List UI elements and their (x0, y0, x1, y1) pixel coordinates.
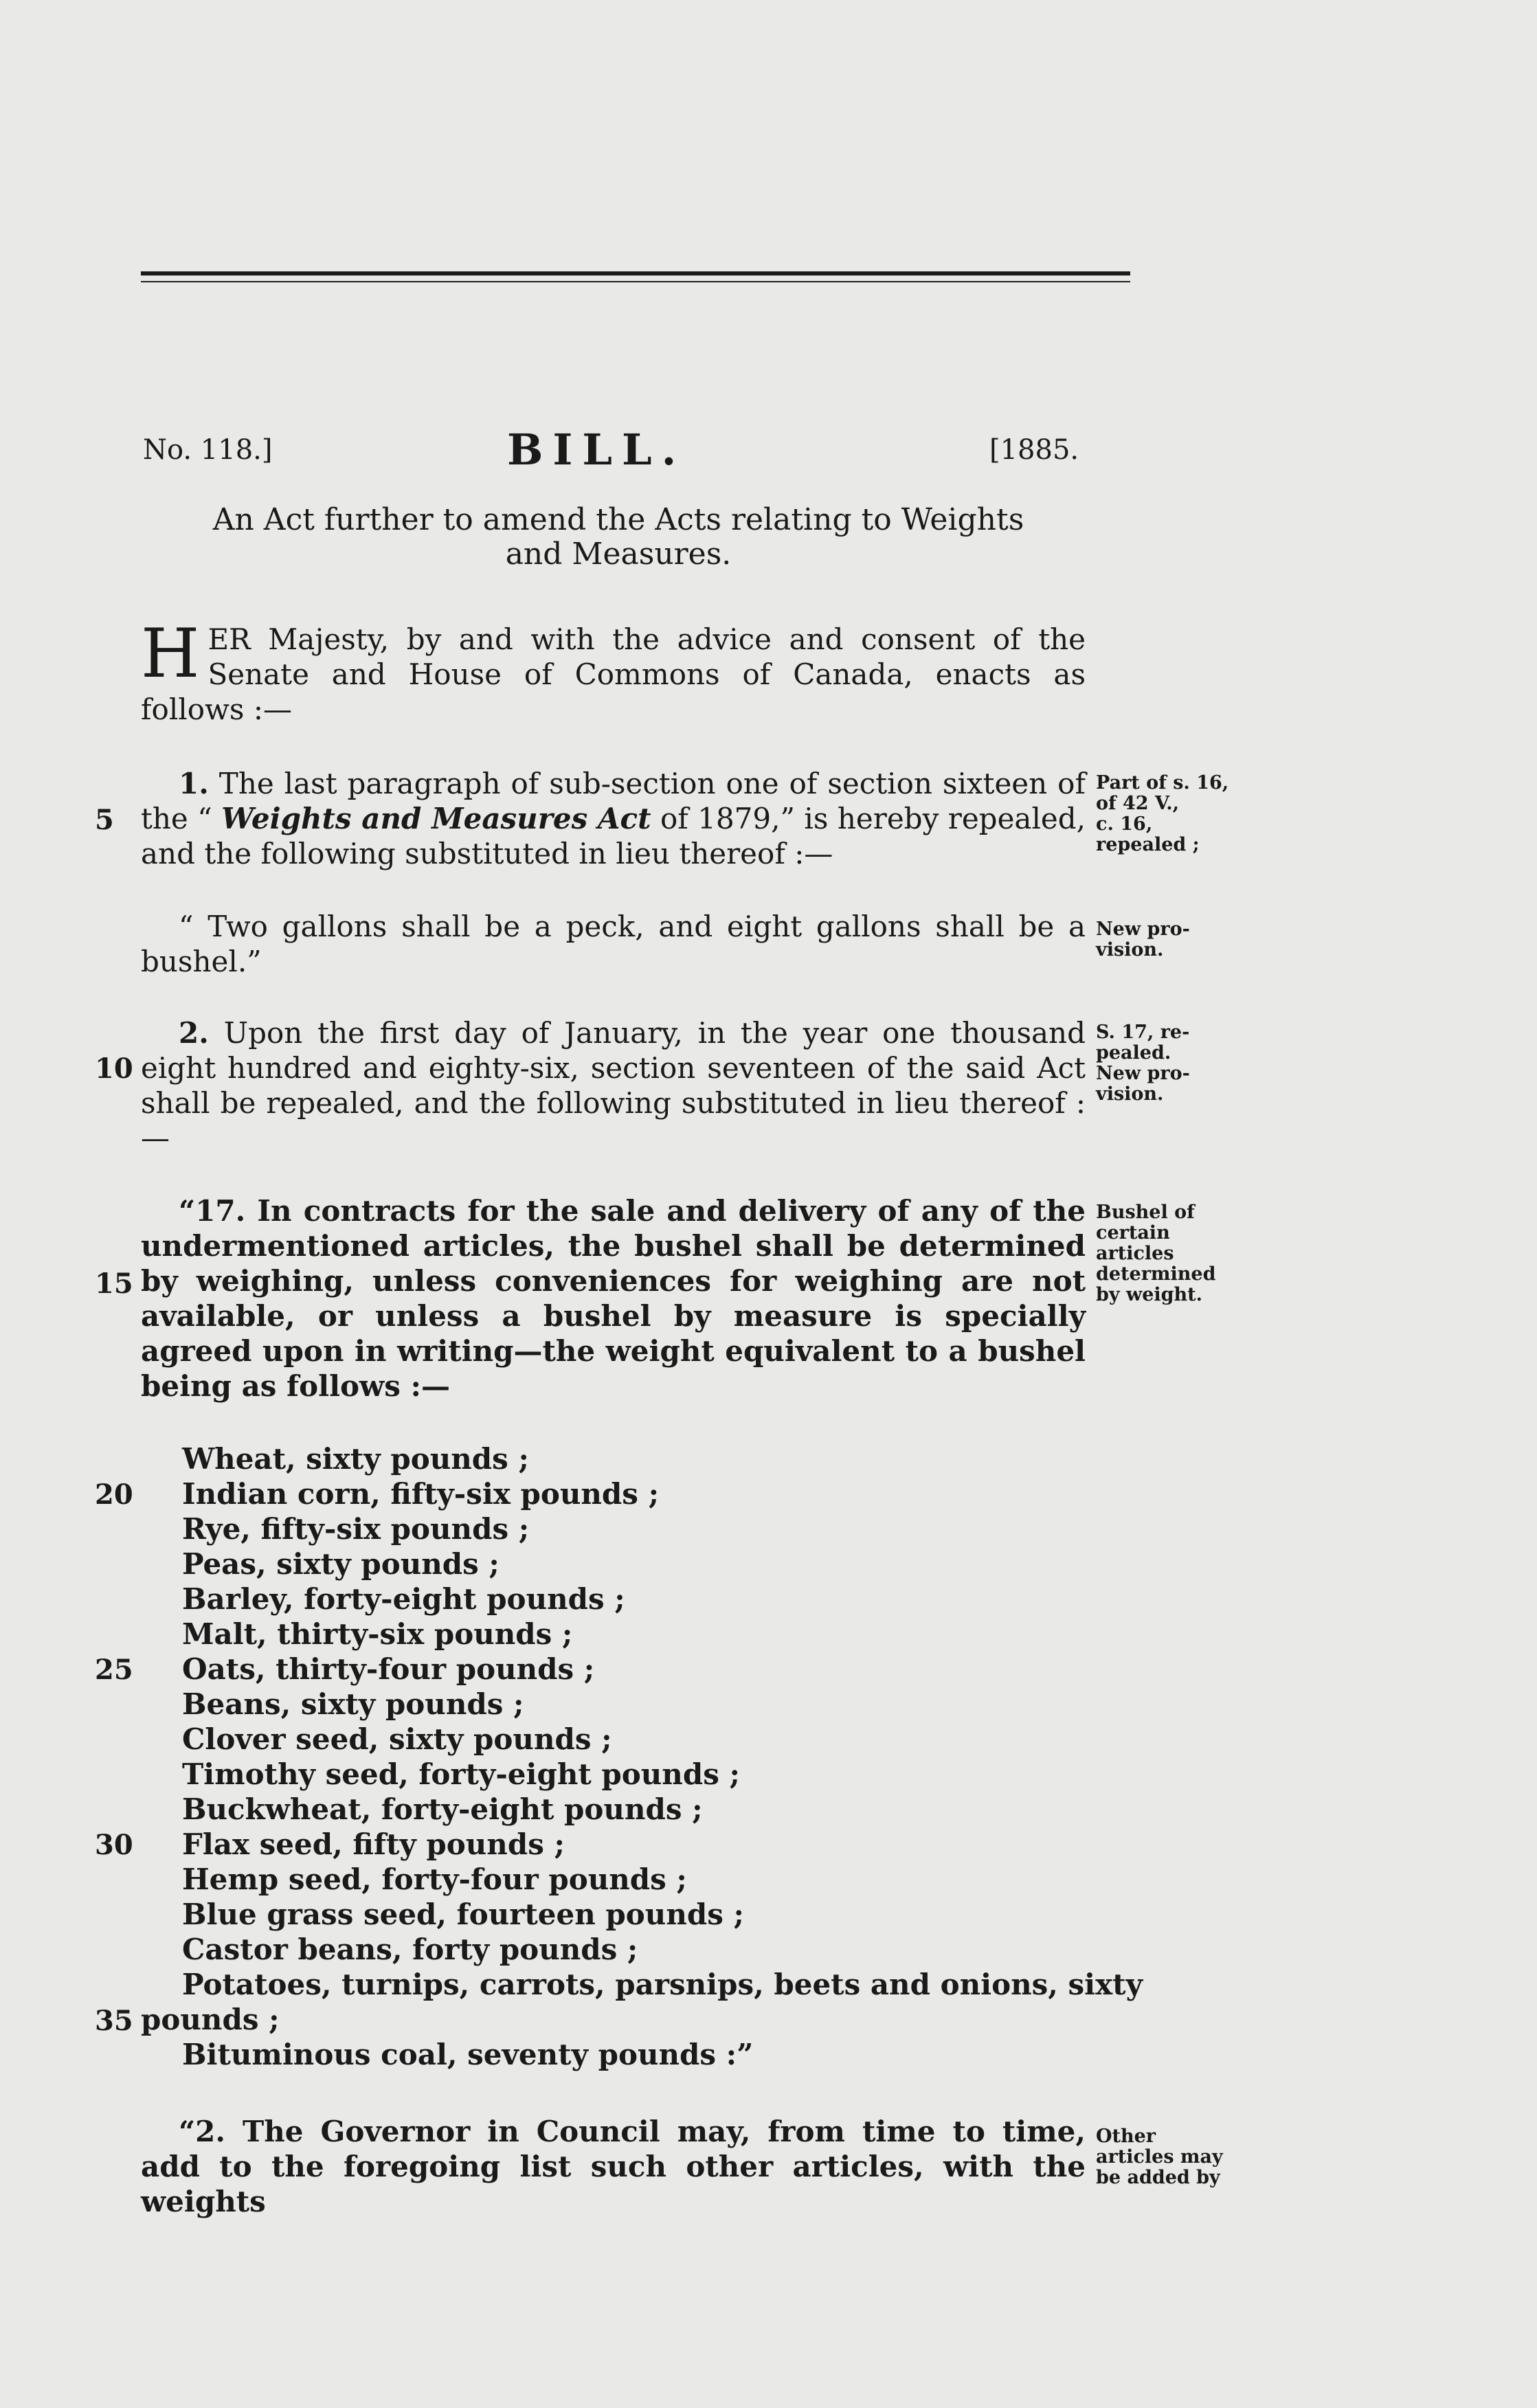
header-rule-thin (141, 281, 1130, 282)
margin-note-line: articles may (1096, 2146, 1223, 2168)
list-item: Indian corn, fifty-six pounds ; (182, 1477, 660, 1511)
margin-note-line: determined (1096, 1263, 1216, 1285)
list-item: Rye, fifty-six pounds ; (182, 1512, 530, 1546)
margin-note-line: Bushel of (1096, 1202, 1195, 1223)
list-item: Barley, forty-eight pounds ; (182, 1582, 625, 1616)
section-1-act-name: Weights and Measures Act (221, 802, 651, 835)
margin-note-s17-repealed (1096, 1022, 1254, 1105)
list-item: Flax seed, fifty pounds ; (182, 1827, 565, 1861)
preamble-text: ER Majesty, by and with the advice and consent of the Senate and House of Commons of Canada, enacts as follows :— (141, 622, 1086, 726)
line-number: 30 (95, 1829, 133, 1861)
list-item: Blue grass seed, fourteen pounds ; (182, 1898, 744, 1931)
margin-note-line: repealed ; (1096, 834, 1200, 855)
section-1 (141, 766, 1086, 871)
line-number: 20 (95, 1478, 133, 1511)
bill-year: [1885. (989, 434, 1079, 466)
section-2-governor (141, 2114, 1086, 2219)
weights-list (141, 1441, 1143, 2072)
line-number: 15 (95, 1268, 133, 1300)
line-number: 25 (95, 1654, 133, 1686)
section-2-number: 2. (179, 1016, 209, 1050)
margin-note-line: Other (1096, 2126, 1156, 2147)
header-rule-thick (141, 271, 1130, 275)
section-1-number: 1. (179, 767, 209, 800)
list-item: Timothy seed, forty-eight pounds ; (182, 1757, 740, 1791)
quote-peck-bushel-text: “ Two gallons shall be a peck, and eight gallons shall be a bushel.” (141, 910, 1086, 978)
section-17 (141, 1193, 1086, 1404)
section-2-governor-number: “2. (179, 2115, 226, 2148)
margin-note-line: pealed. (1096, 1042, 1171, 1064)
bill-number: No. 118.] (143, 434, 273, 466)
list-item: Bituminous coal, seventy pounds :” (182, 2038, 754, 2071)
section-17-number: “17. (179, 1194, 246, 1228)
margin-note-line: New pro- (1096, 1063, 1190, 1084)
act-title (141, 503, 1096, 572)
list-item: Hemp seed, forty-four pounds ; (182, 1863, 687, 1896)
act-title-line-2: and Measures. (505, 537, 732, 572)
line-number: 5 (95, 804, 114, 836)
act-title-line-1: An Act further to amend the Acts relating to Weights (212, 502, 1024, 537)
list-item: Peas, sixty pounds ; (182, 1547, 500, 1581)
section-2-governor-text: The Governor in Council may, from time to time, add to the foregoing list such other articles, with the weights (141, 2115, 1086, 2218)
margin-note-line: be added by (1096, 2167, 1220, 2188)
margin-note-new-provision (1096, 919, 1254, 960)
list-item: Potatoes, turnips, carrots, parsnips, beets and onions, sixty (182, 1968, 1143, 2001)
margin-note-line: by weight. (1096, 1284, 1203, 1305)
list-item: pounds ; (141, 2003, 280, 2036)
section-2-text: Upon the first day of January, in the year one thousand eight hundred and eighty-six, section seventeen of the said Act shall be repealed, and the following substituted in lieu thereof :— (141, 1016, 1086, 1155)
margin-note-line: c. 16, (1096, 813, 1153, 835)
margin-note-line: articles (1096, 1243, 1174, 1264)
bill-heading: BILL. (507, 425, 686, 475)
preamble-dropcap: H (141, 615, 200, 693)
margin-note-line: of 42 V., (1096, 793, 1180, 814)
margin-note-line: Part of s. 16, (1096, 772, 1229, 794)
section-17-text: In contracts for the sale and delivery of any of the undermentioned articles, the bushel shall be determined by weighing, unless conveniences for weighing are not available, or unless a bushel by measure is specially agreed upon in writing—the weight equivalent to a bushel being as follows :— (141, 1194, 1086, 1403)
margin-note-line: New pro- (1096, 919, 1190, 940)
margin-note-other-articles (1096, 2126, 1254, 2188)
line-number: 35 (95, 2005, 133, 2037)
margin-note-bushel-by-weight (1096, 1202, 1254, 1305)
section-1-text-b: of 1879,” is hereby repealed, and the following substituted in lieu thereof :— (141, 802, 1086, 870)
list-item: Malt, thirty-six pounds ; (182, 1617, 573, 1651)
list-item: Buckwheat, forty-eight pounds ; (182, 1792, 703, 1826)
margin-note-line: vision. (1096, 939, 1164, 960)
list-item: Wheat, sixty pounds ; (182, 1442, 529, 1476)
margin-note-part-s16 (1096, 773, 1254, 855)
list-item: Castor beans, forty pounds ; (182, 1933, 638, 1966)
list-item: Beans, sixty pounds ; (182, 1687, 524, 1721)
line-number: 10 (95, 1053, 133, 1085)
margin-note-line: vision. (1096, 1083, 1164, 1105)
margin-note-line: S. 17, re- (1096, 1022, 1190, 1043)
quote-peck-bushel (141, 909, 1086, 979)
preamble (141, 615, 1086, 727)
list-item: Clover seed, sixty pounds ; (182, 1722, 612, 1756)
section-1-text-a: The last paragraph of sub-section one of section sixteen of the “ (141, 767, 1086, 835)
section-2 (141, 1015, 1086, 1156)
margin-note-line: certain (1096, 1222, 1170, 1244)
list-item: Oats, thirty-four pounds ; (182, 1652, 595, 1686)
